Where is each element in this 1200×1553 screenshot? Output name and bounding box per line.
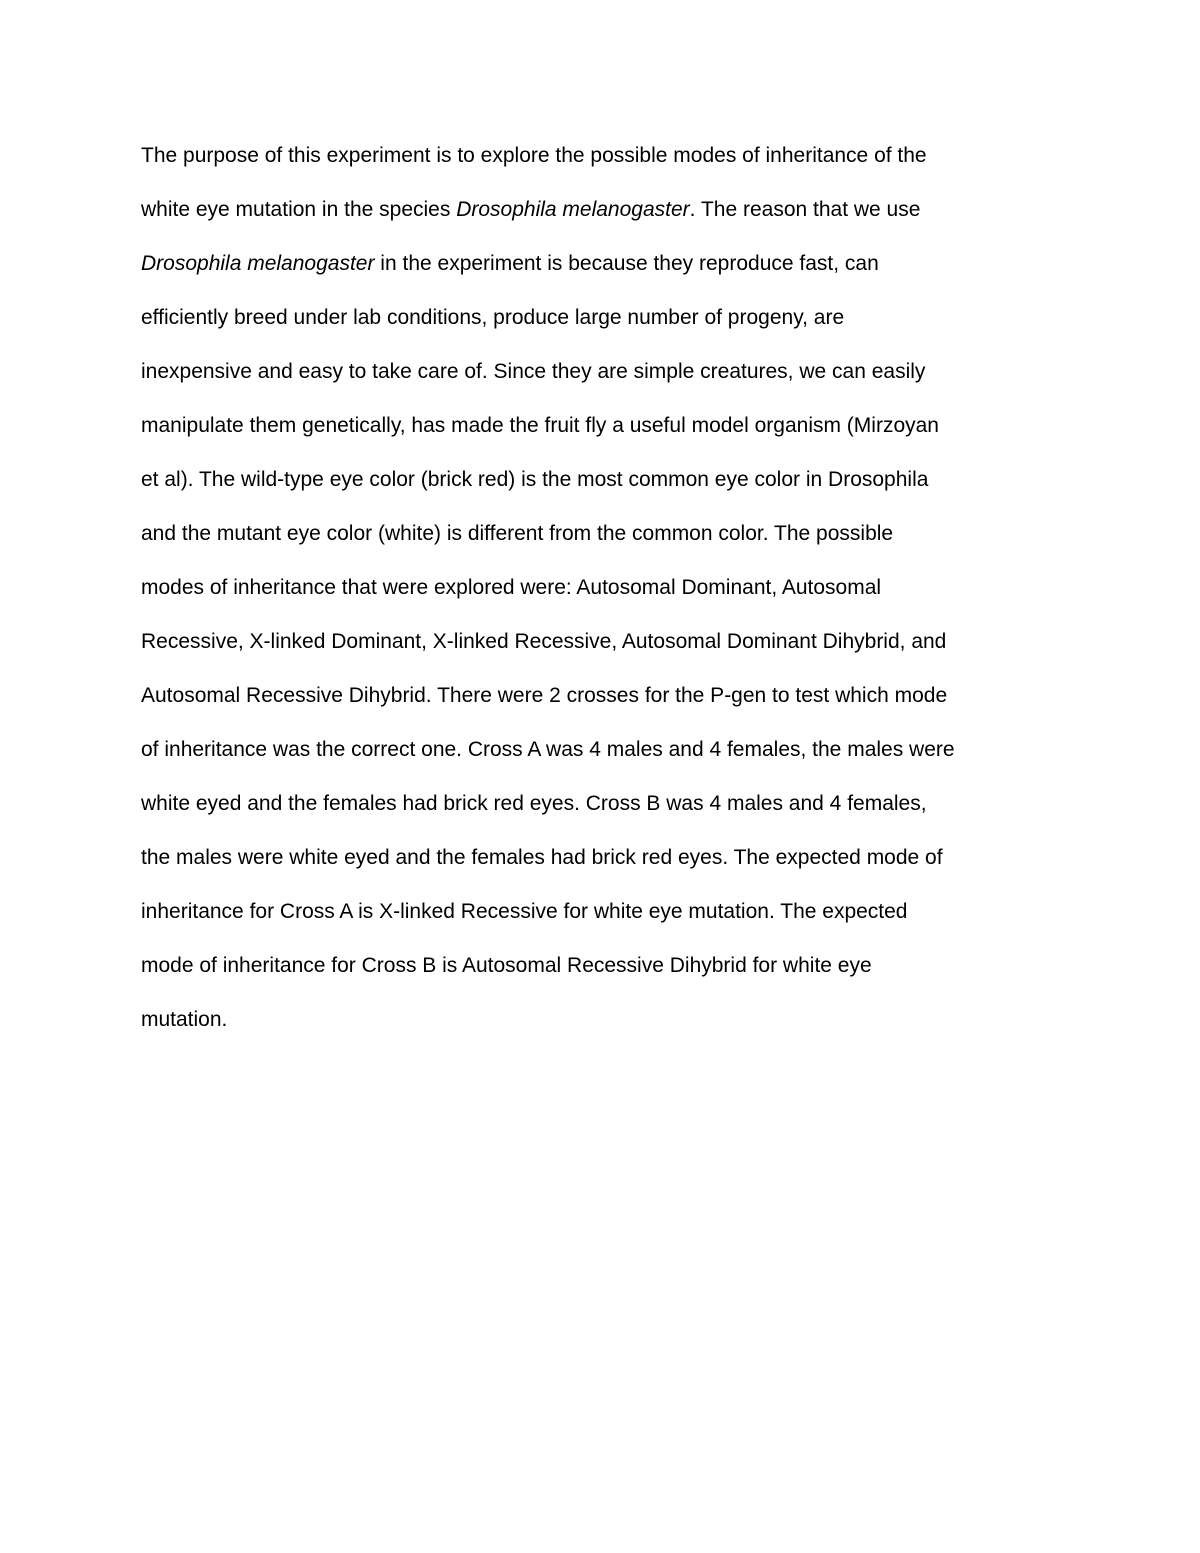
text-run: . The reason that we use [689,198,921,221]
paragraph-line [141,723,955,777]
paragraph-line [141,669,947,723]
text-run: modes of inheritance that were explored were: Autosomal Dominant, Autosomal [141,576,882,599]
paragraph-line [141,183,920,237]
paragraph-line [141,885,908,939]
text-run: mode of inheritance for Cross B is Autosomal Recessive Dihybrid for white eye [141,954,872,977]
paragraph-line [141,615,946,669]
paragraph-line [141,561,881,615]
paragraph-line [141,831,943,885]
text-run: white eye mutation in the species [141,198,457,221]
text-run: efficiently breed under lab conditions, produce large number of progeny, are [141,306,845,329]
species-name-italic: Drosophila melanogaster [141,252,375,275]
paragraph-line [141,939,872,993]
text-run: of inheritance was the correct one. Cross A was 4 males and 4 females, the males were [141,738,955,761]
text-run: Autosomal Recessive Dihybrid. There were 2 crosses for the P-gen to test which mode [141,684,948,707]
text-run: and the mutant eye color (white) is different from the common color. The possible [141,522,894,545]
paragraph-line [141,507,893,561]
paragraph-line [141,453,928,507]
text-run: the males were white eyed and the females had brick red eyes. The expected mode of [141,846,943,869]
text-run: inexpensive and easy to take care of. Since they are simple creatures, we can easily [141,360,926,383]
text-run: The purpose of this experiment is to explore the possible modes of inheritance of the [141,144,927,167]
text-run: mutation. [141,1008,228,1031]
paragraph-line [141,129,927,183]
text-run: in the experiment is because they reproduce fast, can [374,252,879,275]
paragraph-line [141,399,939,453]
paragraph-line [141,777,927,831]
text-run: Recessive, X-linked Dominant, X-linked Recessive, Autosomal Dominant Dihybrid, and [141,630,947,653]
species-name-italic: Drosophila melanogaster [456,198,690,221]
text-run: inheritance for Cross A is X-linked Recessive for white eye mutation. The expected [141,900,908,923]
text-run: manipulate them genetically, has made the fruit fly a useful model organism (Mirzoyan [141,414,939,437]
paragraph-line [141,291,844,345]
text-run: white eyed and the females had brick red eyes. Cross B was 4 males and 4 females, [141,792,927,815]
paragraph-line [141,237,879,291]
text-run: et al). The wild-type eye color (brick red) is the most common eye color in Drosophila [141,468,929,491]
paragraph-line [141,993,227,1047]
paragraph-line [141,345,925,399]
